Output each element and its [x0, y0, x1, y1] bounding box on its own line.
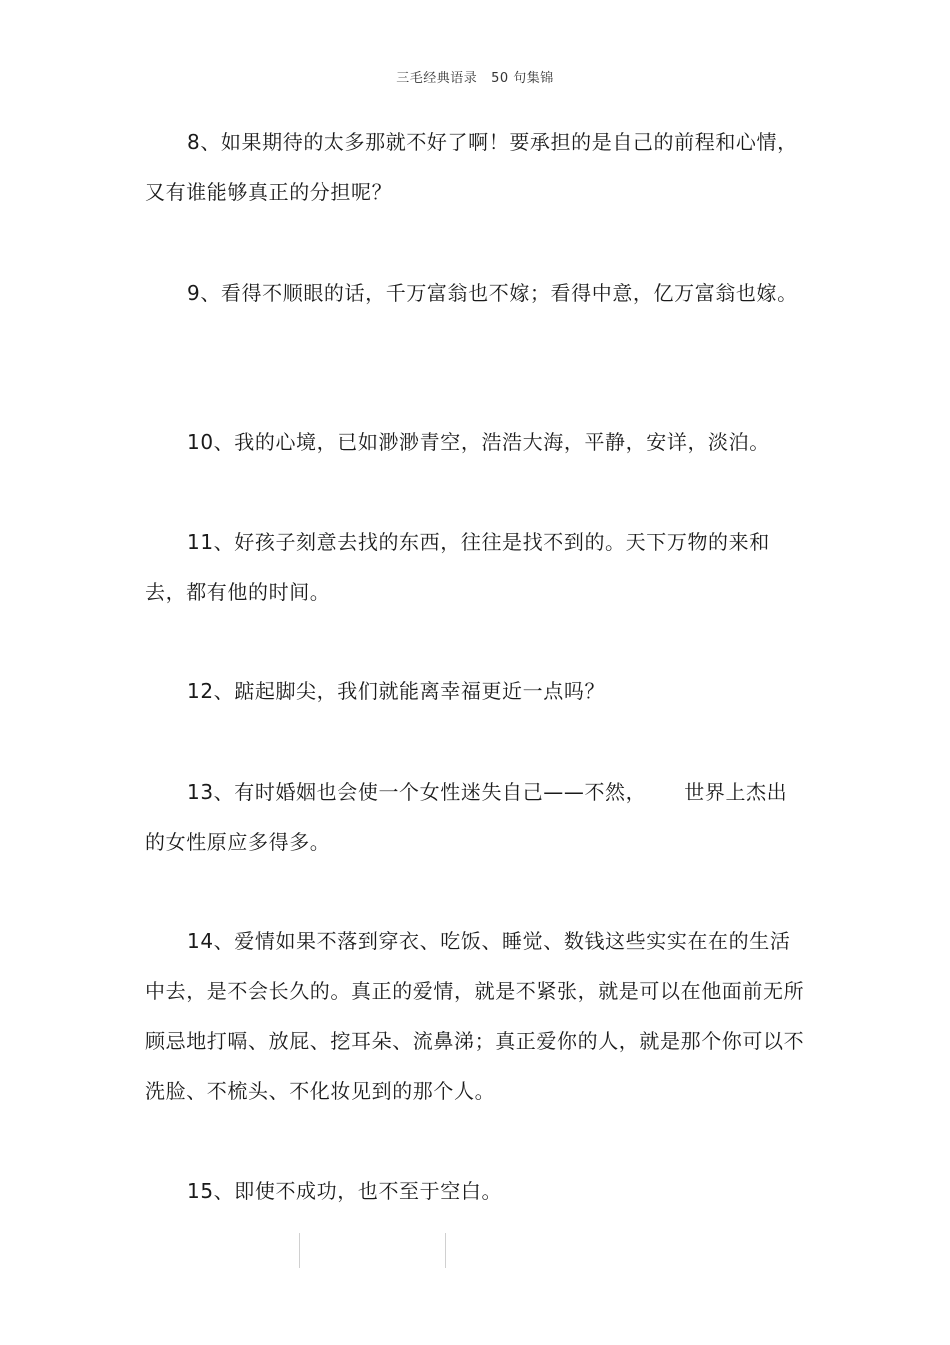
quote-number: 9: [187, 281, 201, 305]
quote-text: 、爱情如果不落到穿衣、吃饭、睡觉、数钱这些实实在在的生活中去，是不会长久的。真正的爱情，就是不紧张，就是可以在他面前无所顾忌地打嗝、放屁、挖耳朵、流鼻涕；真正爱你的人，就是那个你可以不洗脸、不梳头、不化妆见到的那个人。: [145, 929, 805, 1103]
quote-text: 、我的心境，已如渺渺青空，浩浩大海，平静，安详，淡泊。: [213, 430, 770, 454]
quote-text: 、踮起脚尖，我们就能离幸福更近一点吗？: [213, 679, 606, 703]
quote-number: 14: [187, 929, 214, 953]
quote-text: 、有时婚姻也会使一个女性迷失自己——不然，: [213, 780, 647, 804]
quote-text-continued: 世界上杰出的女性原应多得多。: [145, 780, 788, 854]
quote-12: [145, 666, 805, 716]
quote-text: 、好孩子刻意去找的东西，往往是找不到的。天下万物的来和去，都有他的时间。: [145, 530, 770, 604]
quote-number: 12: [187, 679, 214, 703]
quote-11: [145, 517, 805, 617]
quote-8: [145, 117, 805, 217]
document-subtitle: 50 句集锦: [491, 71, 554, 86]
quote-number: 8: [187, 130, 201, 154]
quote-text: 、即使不成功，也不至于空白。: [213, 1179, 503, 1203]
quote-13: [145, 767, 805, 867]
footer-divider-left: [299, 1233, 300, 1268]
quote-number: 13: [187, 780, 214, 804]
running-header: [0, 67, 950, 86]
quote-number: 15: [187, 1179, 214, 1203]
document-title: 三毛经典语录: [396, 71, 478, 86]
quote-14: [145, 916, 805, 1116]
quote-15: [145, 1166, 805, 1216]
quote-text: 、如果期待的太多那就不好了啊！要承担的是自己的前程和心情，又有谁能够真正的分担呢？: [145, 130, 798, 204]
quote-number: 11: [187, 530, 214, 554]
quote-10: [145, 417, 805, 467]
quote-9: [145, 268, 805, 318]
footer-divider-right: [445, 1233, 446, 1268]
quote-text: 、看得不顺眼的话，千万富翁也不嫁；看得中意，亿万富翁也嫁。: [200, 281, 798, 305]
quote-number: 10: [187, 430, 214, 454]
